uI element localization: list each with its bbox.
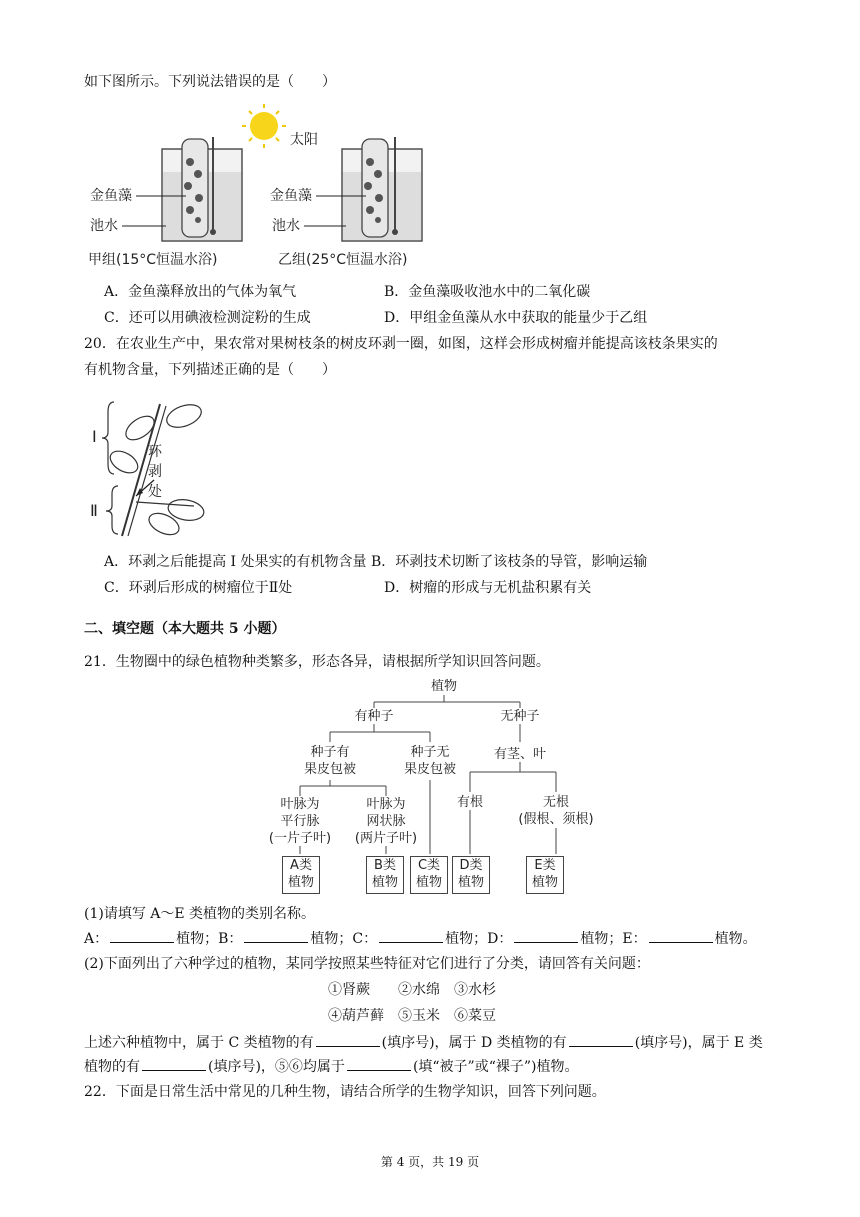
q19-stem: 如下图所示。下列说法错误的是（ ）	[84, 74, 336, 90]
q20-option-c: C．环剥后形成的树瘤位于Ⅱ处	[104, 580, 293, 596]
ring-char-3: 处	[148, 484, 162, 500]
blank-e-plants[interactable]	[142, 1056, 206, 1071]
label-region-2: Ⅱ	[90, 501, 98, 520]
tree-stemleaf: 有茎、叶	[493, 747, 546, 762]
q19-option-b: B．金鱼藻吸收池水中的二氧化碳	[384, 284, 591, 300]
ans1-text-a: 上述六种植物中，属于 C 类植物的有	[84, 1035, 314, 1051]
box-d-line2: 植物	[457, 875, 484, 890]
classification-tree	[268, 676, 594, 896]
q19-option-c: C．还可以用碘液检测淀粉的生成	[104, 310, 311, 326]
group-b-label: 乙组(25°C恒温水浴)	[278, 252, 408, 268]
section-title: 二、填空题（本大题共 5 小题）	[84, 621, 286, 637]
water-label-a: 池水	[90, 218, 118, 234]
box-d	[452, 856, 490, 894]
box-d-line1: D类	[459, 858, 483, 873]
tree-noroot	[506, 794, 606, 828]
label-a: A：	[84, 931, 109, 947]
box-e-line2: 植物	[531, 875, 558, 890]
tree-net-line3: (两片子叶)	[354, 831, 418, 846]
tree-parallel-line3: (一片子叶)	[268, 831, 332, 846]
q20-stem-line1: 20．在农业生产中，果农常对果树枝条的树皮环剥一圈，如图，这样会形成树瘤并能提高该枝条果实的	[84, 336, 718, 352]
blank-c[interactable]	[379, 928, 443, 943]
q21-stem: 21．生物圈中的绿色植物种类繁多，形态各异，请根据所学知识回答问题。	[84, 654, 550, 670]
q19-option-a: A．金鱼藻释放出的气体为氧气	[104, 284, 297, 300]
tree-noroot-line2: (假根、须根)	[518, 812, 594, 827]
tree-noroot-line1: 无根	[542, 795, 569, 810]
box-e-line1: E类	[534, 858, 556, 873]
q20-figure	[84, 398, 214, 540]
tree-net-line2: 网状脉	[366, 814, 406, 829]
beaker-b	[342, 137, 422, 241]
plant-label-a: 金鱼藻	[90, 188, 132, 204]
group-a-label: 甲组(15°C恒温水浴)	[88, 252, 218, 268]
tree-parallel	[256, 796, 344, 847]
blank-d-plants[interactable]	[569, 1032, 633, 1047]
tree-naked-line2: 果皮包被	[403, 762, 456, 777]
box-c	[410, 856, 448, 894]
q21-part2: (2)下面列出了六种学过的植物，某同学按照某些特征对它们进行了分类，请回答有关问题：	[84, 956, 650, 972]
q20-option-ab: A．环剥之后能提高 I 处果实的有机物含量 B．环剥技术切断了该枝条的导管，影响运输	[104, 554, 648, 570]
tree-root: 植物	[430, 679, 457, 694]
blank-d[interactable]	[514, 928, 578, 943]
blank-e[interactable]	[649, 928, 713, 943]
q21-part1-blanks	[84, 928, 757, 949]
ans1-text-b: (填序号)，属于 D 类植物的有	[381, 1035, 567, 1051]
blank-angiosperm[interactable]	[347, 1056, 411, 1071]
tree-naked	[390, 744, 470, 778]
plant-label-b: 金鱼藻	[270, 188, 312, 204]
box-b-line1: B类	[374, 858, 396, 873]
q22-stem: 22．下面是日常生活中常见的几种生物，请结合所学的生物学知识，回答下列问题。	[84, 1084, 606, 1100]
blank-a[interactable]	[110, 928, 174, 943]
tree-net	[342, 796, 430, 847]
q19-option-d: D．甲组金鱼藻从水中获取的能量少于乙组	[384, 310, 648, 326]
tree-noseed: 无种子	[500, 709, 540, 724]
box-c-line2: 植物	[415, 875, 442, 890]
ans2-text-a: 植物的有	[84, 1059, 140, 1075]
sun-label: 太阳	[290, 132, 318, 148]
box-a	[282, 856, 320, 894]
q20-stem-line2: 有机物含量，下列描述正确的是（ ）	[84, 362, 336, 378]
plants-row-2: ④葫芦藓 ⑤玉米 ⑥菜豆	[328, 1008, 496, 1024]
tree-net-line1: 叶脉为	[366, 797, 406, 812]
label-d: 植物；D：	[445, 931, 513, 947]
label-end: 植物。	[714, 931, 757, 947]
tree-naked-line1: 种子无	[410, 745, 450, 760]
q21-part1: (1)请填写 A～E 类植物的类别名称。	[84, 906, 316, 922]
ans1-text-c: (填序号)，属于 E 类	[634, 1035, 763, 1051]
ans2-text-b: (填序号)，⑤⑥均属于	[208, 1059, 345, 1075]
tree-seed: 有种子	[354, 709, 394, 724]
tree-parallel-line2: 平行脉	[280, 814, 320, 829]
tree-covered-line2: 果皮包被	[303, 762, 356, 777]
box-c-line1: C类	[417, 858, 441, 873]
label-c: 植物；C：	[310, 931, 378, 947]
label-e: 植物；E：	[580, 931, 647, 947]
blank-b[interactable]	[244, 928, 308, 943]
tree-hasroot: 有根	[456, 795, 483, 810]
beaker-a	[162, 137, 242, 241]
ring-char-2: 剥	[148, 464, 162, 480]
ring-char-1: 环	[148, 444, 162, 460]
q21-answer-line1	[84, 1032, 763, 1053]
page-footer: 第 4 页，共 19 页	[380, 1155, 480, 1169]
q20-option-d: D．树瘤的形成与无机盐积累有关	[384, 580, 592, 596]
box-a-line2: 植物	[287, 875, 314, 890]
label-b: 植物；B：	[176, 931, 243, 947]
ans2-text-c: (填“被子”或“裸子”)植物。	[412, 1059, 579, 1075]
label-region-1: Ⅰ	[92, 427, 97, 446]
tree-covered-line1: 种子有	[310, 745, 350, 760]
box-a-line1: A类	[290, 858, 312, 873]
sun-icon	[242, 104, 286, 148]
water-label-b: 池水	[272, 218, 300, 234]
plants-row-1: ①肾蕨 ②水绵 ③水杉	[328, 982, 496, 998]
box-b-line2: 植物	[371, 875, 398, 890]
blank-c-plants[interactable]	[316, 1032, 380, 1047]
box-b	[366, 856, 404, 894]
tree-parallel-line1: 叶脉为	[280, 797, 320, 812]
q21-answer-line2	[84, 1056, 579, 1077]
box-e	[526, 856, 564, 894]
tree-covered	[290, 744, 370, 778]
q19-figure	[82, 104, 442, 272]
